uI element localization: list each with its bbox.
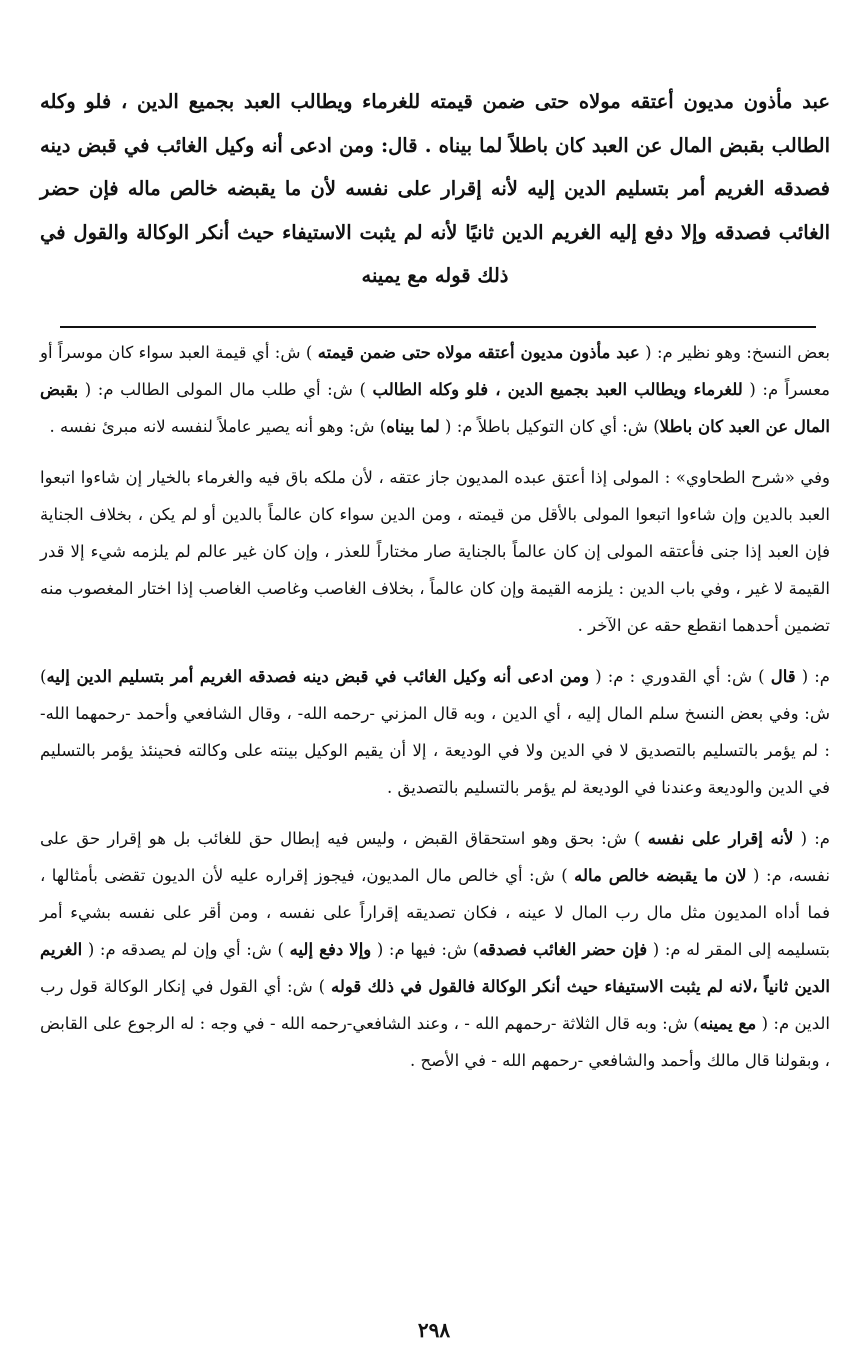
quoted-text: للغرماء ويطالب العبد بجميع الدين ، فلو وكله الطالب [372,379,743,399]
quoted-text: وإلا دفع إليه [289,939,372,959]
quoted-text: لما بيناه [386,416,440,436]
commentary-text: وفي «شرح الطحاوي» : المولى إذا أعتق عبده المديون جاز عتقه ، لأن ملكه باق فيه والغرماء بالخيار إن شاءوا اتبعوا العبد بالدين وإن شاءوا اتبعوا المولى بالأقل من قيمته ، ومن الدين سواء كان عالماً بالدين أو لم يكن ، بخلاف الجناية فإن العبد إذا جنى فأعتقه المولى إن كان عالماً بالجناية صار مختاراً للعذر ، وإن كان غير عالم لم يلزمه شيء إلا قدر القيمة لا غير ، وفي باب الدين : يلزمه القيمة وإن كان عالماً ، بخلاف الغاصب وغاصب الغاصب إذا اختار المغصوب منه تضمين أحدهما انقطع حقه عن الآخر . [40,467,830,635]
commentary-text: ) ش: أي وإن لم يصدقه م: ( [82,939,290,959]
divider-line [60,326,816,328]
commentary-paragraph [40,334,830,445]
commentary-paragraph [40,820,830,1079]
commentary-text: بعض النسخ: وهو نظير م: ( [639,342,830,362]
quoted-text: قال [770,666,796,686]
commentary-paragraph [40,658,830,806]
commentary-text: ) ش: وفي بعض النسخ سلم المال إليه ، أي الدين ، وبه قال المزني -رحمه الله- ، وقال الشافعي وأحمد -رحمهما الله- : لم يؤمر بالتسليم بالتصديق لا في الدين ولا في الوديعة ، إلا أن يقيم الوكيل بينته على وكالته فحينئذ يؤمر بالتسليم في الدين والوديعة وعندنا في الوديعة لم يؤمر بالتسليم بالتصديق . [40,666,830,797]
commentary-text: ) ش: أي كان التوكيل باطلاً م: ( [439,416,660,436]
commentary-paragraph [40,459,830,644]
commentary-text: م: ( [793,828,831,848]
main-text: عبد مأذون مديون أعتقه مولاه حتى ضمن قيمته للغرماء ويطالب العبد بجميع الدين ، فلو وكله الطالب بقبض المال عن العبد كان باطلاً لما بيناه . قال: ومن ادعى أنه وكيل الغائب في قبض دينه فصدقه الغريم أمر بتسليم الدين إليه لأنه إقرار على نفسه لأن ما يقبضه خالص ماله فإن حضر الغائب فصدقه وإلا دفع إليه الغريم الدين ثانيًا لأنه لم يثبت الاستيفاء حيث أنكر الوكالة والقول في ذلك قوله مع يمينه [40,90,830,287]
quoted-text: لأنه إقرار على نفسه [647,828,794,848]
commentary-text: ) ش: بحق وهو استحقاق القبض ، وليس فيه إبطال حق للغائب بل هو إقرار حق على نفسه، م: ( [40,828,831,885]
quoted-text: ومن ادعى أنه وكيل الغائب في قبض دينه فصدقه الغريم أمر بتسليم الدين إليه [46,666,590,686]
quoted-text: فإن حضر الغائب فصدقه [479,939,648,959]
commentary-text: ) ش: فيها م: ( [371,939,480,959]
commentary-text: ) ش: أي طلب مال المولى الطالب م: ( [78,379,373,399]
quoted-text: بقبض المال عن العبد كان باطلا [40,379,830,436]
page-number: ٢٩٨ [417,1318,451,1342]
quoted-text: مع يمينه [699,1013,757,1033]
commentary [40,334,830,1079]
commentary-text: ) ش: أي خالص مال المديون، فيجوز إقراره عليه لأن الديون تقضى بأمثالها ، فما أداه المديون مثل مال رب المال لا عينه ، فكان تصديقه إقراراً على نفسه ، ومن أقر على نفسه بشيء أمر بتسليمه إلى المقر له م: ( [40,865,831,959]
commentary-text: م: ( [795,666,831,686]
quoted-text: عبد مأذون مديون أعتقه مولاه حتى ضمن قيمته [317,342,640,362]
quoted-text: لان ما يقبضه خالص ماله [574,865,747,885]
commentary-text: ) ش: وهو أنه يصير عاملاً لنفسه لانه مبرئ نفسه . [49,416,387,436]
quoted-text: الغريم الدين ثانياً ،لانه لم يثبت الاستيفاء حيث أنكر الوكالة فالقول في ذلك قوله [40,939,831,996]
commentary-text: ) ش: أي قيمة العبد سواء كان موسراً أو معسراً م: ( [40,342,830,399]
commentary-text: ) ش: أي القول في إنكار الوكالة قول رب الدين م: ( [40,976,830,1033]
commentary-text: ) ش: وبه قال الثلاثة -رحمهم الله - ، وعند الشافعي-رحمه الله - في وجه : له الرجوع على القابض ، وبقولنا قال مالك وأحمد والشافعي -رحمهم الله - في الأصح . [40,1013,830,1070]
commentary-text: ) ش: أي القدوري : م: ( [589,666,771,686]
